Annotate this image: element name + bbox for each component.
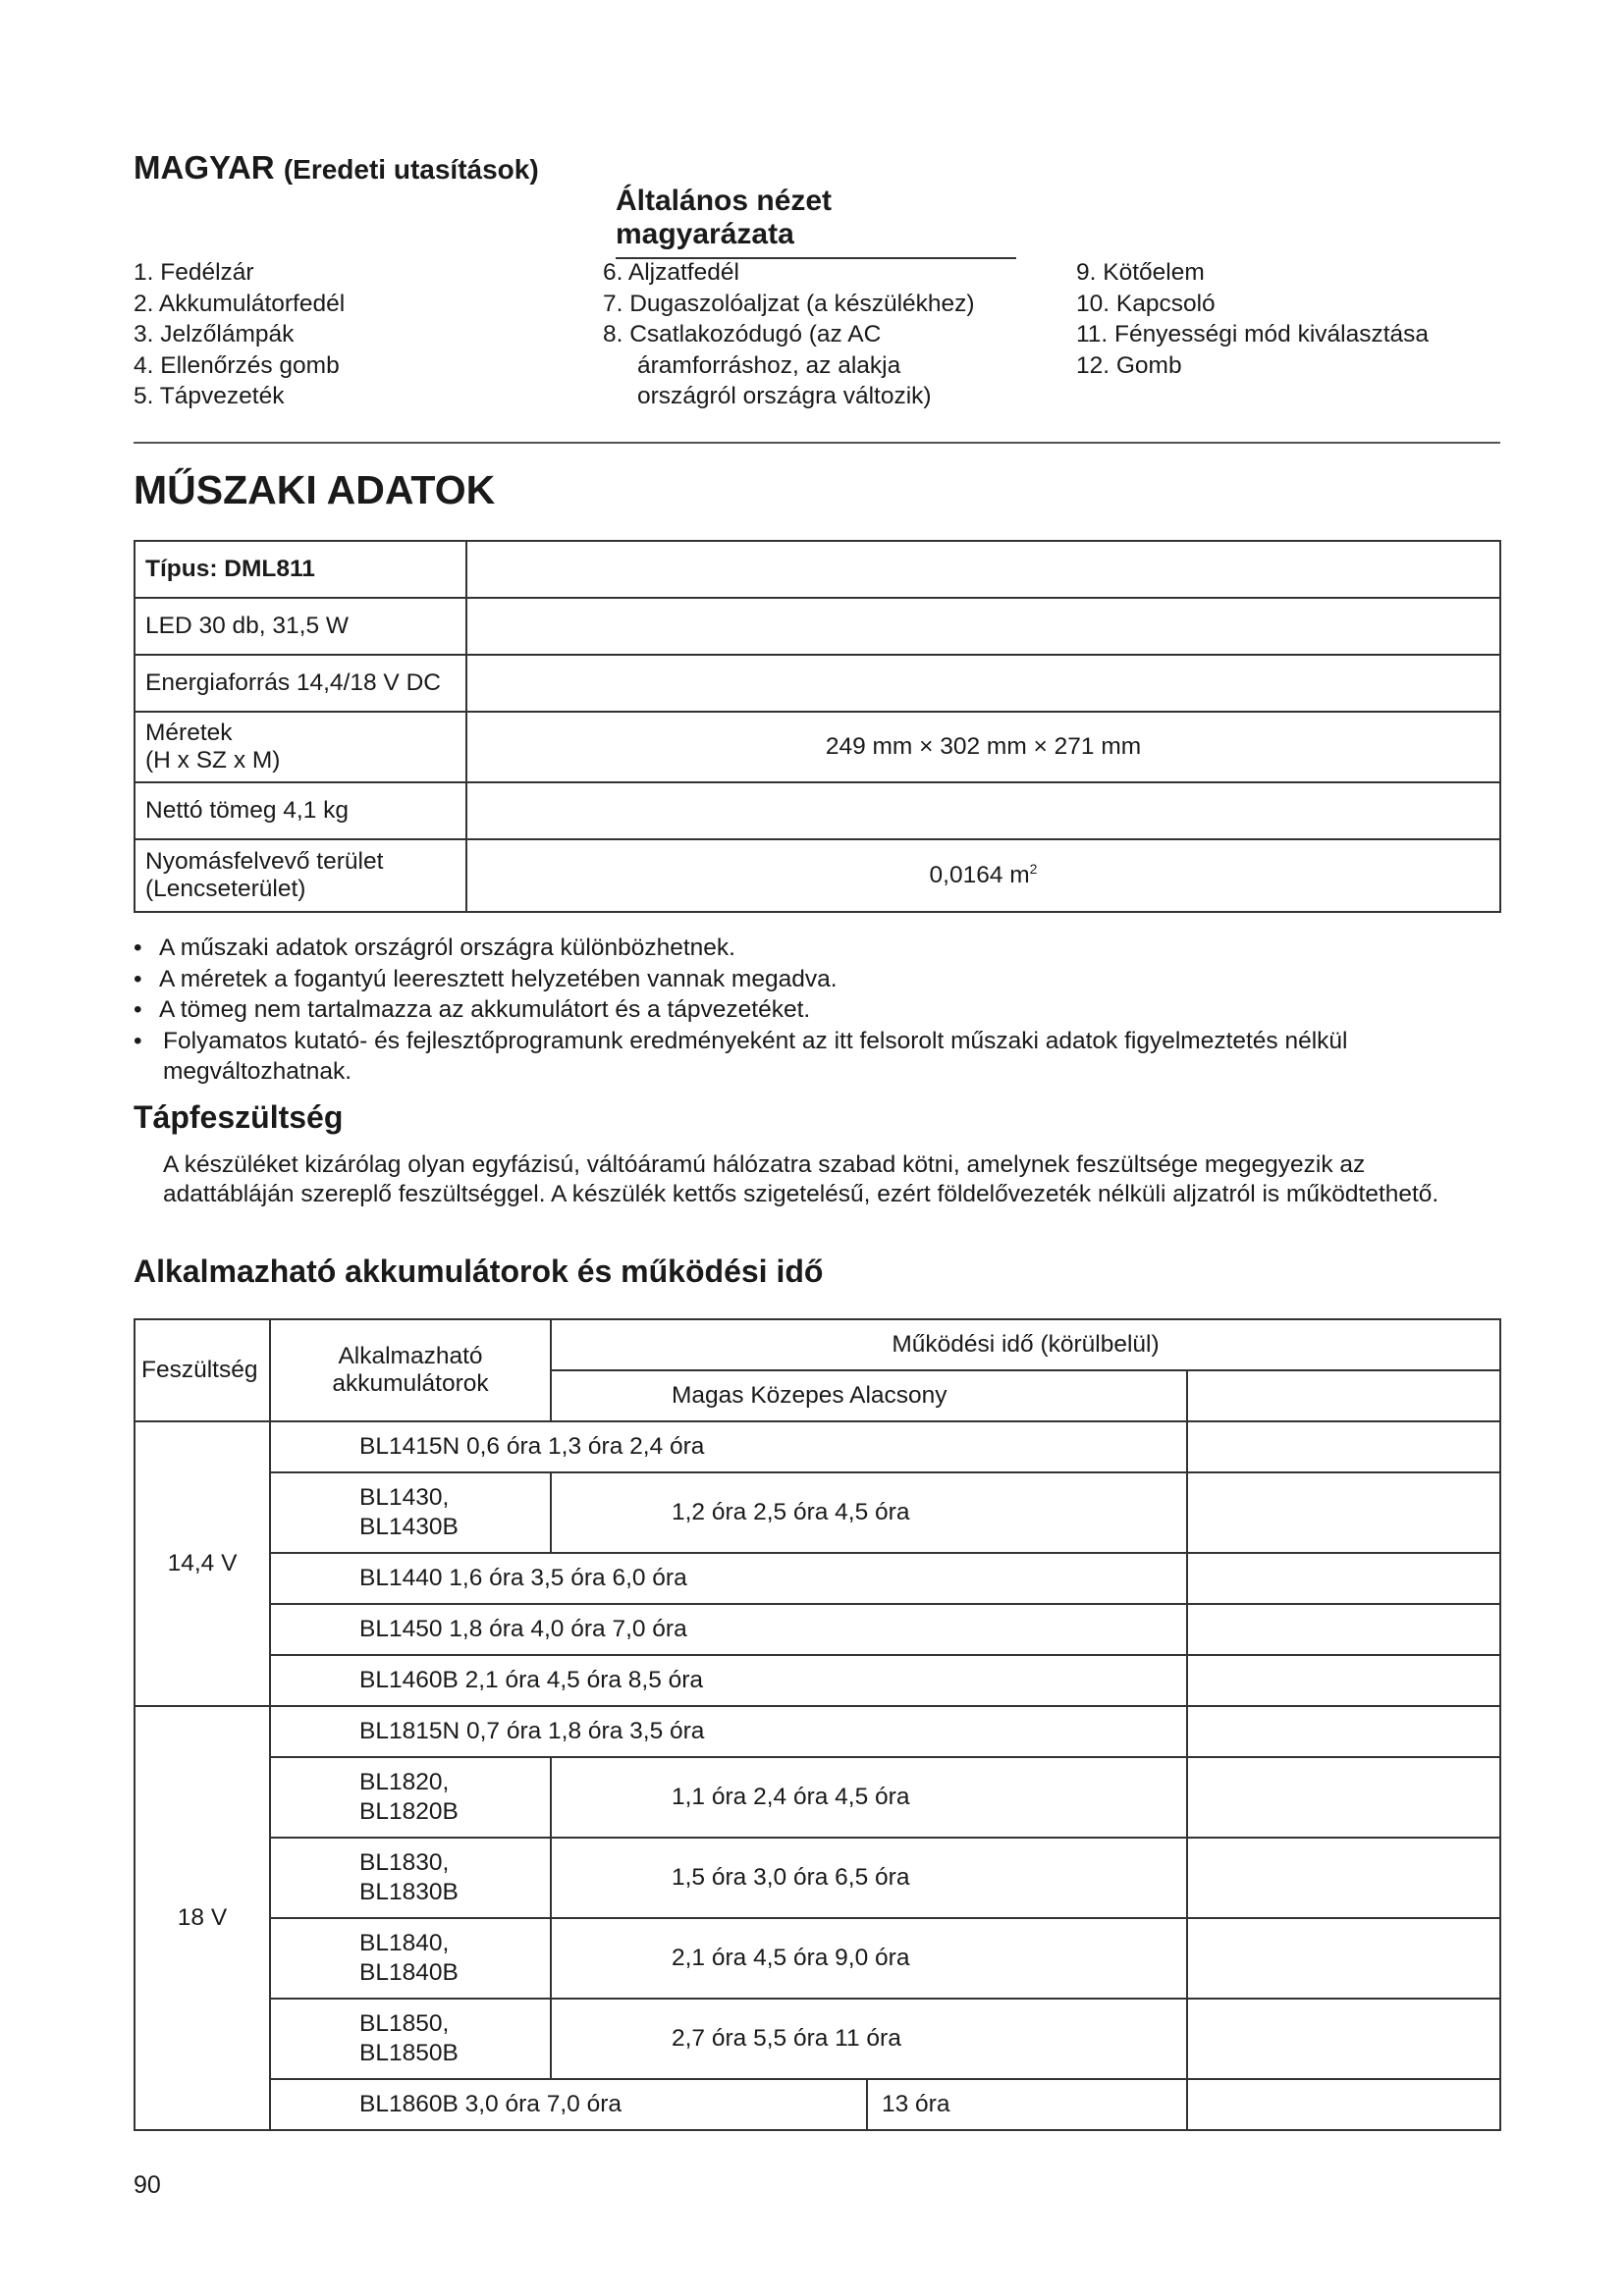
specs-value: [466, 541, 1500, 598]
battery-row: [135, 1421, 1500, 1472]
battery-model-cell: BL1815N 0,7 óra 1,8 óra 3,5 óra: [270, 1706, 1187, 1757]
battery-row: [135, 1655, 1500, 1706]
part-item: 5. Tápvezeték: [134, 383, 285, 409]
operating-times: 1,1 óra 2,4 óra 4,5 óra: [551, 1757, 1187, 1838]
battery-model: BL1840B: [359, 1959, 459, 1986]
batteries-header-line: Alkalmazható: [338, 1343, 483, 1369]
specs-value: [466, 655, 1500, 712]
voltage-cell: 14,4 V: [135, 1421, 270, 1706]
battery-model-cell: BL1440 1,6 óra 3,5 óra 6,0 óra: [270, 1553, 1187, 1604]
battery-model-cell: [270, 1999, 551, 2079]
battery-model: BL1850,: [359, 2010, 450, 2037]
part-item: 8. Csatlakozódugó (az AC: [603, 321, 882, 347]
section-divider: [134, 442, 1500, 444]
specs-label: Energiaforrás 14,4/18 V DC: [135, 655, 466, 712]
battery-row: [135, 1999, 1500, 2079]
voltage-header: Feszültség: [135, 1319, 270, 1421]
specs-label: [135, 712, 466, 782]
specs-label: Típus: DML811: [135, 541, 466, 598]
battery-row: [135, 1757, 1500, 1838]
empty-cell: [1187, 1655, 1500, 1706]
battery-row: [135, 1472, 1500, 1553]
operating-times: 2,7 óra 5,5 óra 11 óra: [551, 1999, 1187, 2079]
note-item: • A méretek a fogantyú leeresztett helyzetében vannak megadva.: [134, 964, 1500, 995]
empty-cell: [1187, 1604, 1500, 1655]
specs-label-line: (Lencseterület): [145, 876, 306, 902]
language-name: MAGYAR: [134, 149, 275, 186]
specs-row: [135, 839, 1500, 912]
empty-cell: [1187, 2079, 1500, 2130]
language-heading: [134, 149, 539, 187]
battery-row: [135, 1918, 1500, 1999]
battery-model-cell: BL1450 1,8 óra 4,0 óra 7,0 óra: [270, 1604, 1187, 1655]
batteries-header: [270, 1319, 551, 1421]
batteries-table: [134, 1318, 1501, 2131]
empty-cell: [1187, 1757, 1500, 1838]
empty-cell: [1187, 1838, 1500, 1918]
specs-label-line: Nyomásfelvevő terület: [145, 848, 384, 875]
parts-list-column-2: [603, 257, 975, 412]
batteries-header-line: akkumulátorok: [332, 1370, 489, 1397]
battery-model-cell: [270, 1918, 551, 1999]
part-item: 3. Jelzőlámpák: [134, 321, 295, 347]
empty-cell: [1187, 1472, 1500, 1553]
battery-model-cell: BL1460B 2,1 óra 4,5 óra 8,5 óra: [270, 1655, 1187, 1706]
batteries-title: Alkalmazható akkumulátorok és működési idő: [134, 1254, 824, 1289]
part-item: 4. Ellenőrzés gomb: [134, 351, 340, 379]
batteries-header-row: [135, 1319, 1500, 1370]
part-item: 6. Aljzatfedél: [603, 259, 739, 286]
operating-time-low: 13 óra: [867, 2079, 1187, 2130]
specs-label-line: Méretek: [145, 720, 233, 746]
battery-model: BL1820,: [359, 1769, 450, 1795]
specs-label: LED 30 db, 31,5 W: [135, 598, 466, 655]
battery-model: BL1840,: [359, 1930, 450, 1956]
note-item: • A tömeg nem tartalmazza az akkumulátort és a tápvezetéket.: [134, 994, 1500, 1026]
battery-row: [135, 1706, 1500, 1757]
specs-row: [135, 712, 1500, 782]
part-item: 11. Fényességi mód kiválasztása: [1076, 321, 1430, 347]
part-item: 9. Kötőelem: [1076, 259, 1205, 286]
part-item: 1. Fedélzár: [134, 259, 254, 286]
battery-model: BL1430,: [359, 1484, 450, 1511]
empty-cell: [1187, 1553, 1500, 1604]
language-subtitle: (Eredeti utasítások): [283, 154, 539, 185]
battery-model-cell: [270, 1757, 551, 1838]
voltage-cell: 18 V: [135, 1706, 270, 2130]
empty-cell: [1187, 1370, 1500, 1421]
empty-cell: [1187, 1918, 1500, 1999]
part-item: 10. Kapcsoló: [1076, 290, 1216, 317]
part-item-continuation: áramforráshoz, az alakja: [637, 351, 901, 379]
modes-header: Magas Közepes Alacsony: [551, 1370, 1187, 1421]
specs-value-superscript: 2: [1029, 861, 1038, 878]
note-item: • A műszaki adatok országról országra különbözhetnek.: [134, 933, 1500, 964]
battery-model-cell: [270, 1838, 551, 1918]
specs-value: 249 mm × 302 mm × 271 mm: [466, 712, 1500, 782]
spec-notes: [134, 933, 1500, 1088]
part-item: 12. Gomb: [1076, 351, 1182, 379]
specs-table: [134, 540, 1501, 913]
parts-list-column-3: [1076, 257, 1429, 381]
page-number: 90: [134, 2171, 161, 2199]
specs-value-text: 0,0164 m: [929, 862, 1030, 889]
general-view-title: Általános nézet magyarázata: [616, 185, 1016, 259]
battery-row: [135, 2079, 1500, 2130]
specs-row: [135, 782, 1500, 839]
specs-row: [135, 541, 1500, 598]
specs-value: [466, 598, 1500, 655]
battery-model: BL1430B: [359, 1514, 459, 1540]
specs-title: MŰSZAKI ADATOK: [134, 467, 496, 512]
battery-model: BL1850B: [359, 2040, 459, 2066]
specs-label: Nettó tömeg 4,1 kg: [135, 782, 466, 839]
note-item: • Folyamatos kutató- és fejlesztőprogramunk eredményeként az itt felsorolt műszaki adatok figyelmeztetés nélkül megváltozhatnak.: [134, 1026, 1500, 1088]
battery-model-cell: BL1860B 3,0 óra 7,0 óra: [270, 2079, 867, 2130]
battery-row: [135, 1553, 1500, 1604]
battery-model: BL1820B: [359, 1798, 459, 1825]
battery-model-cell: BL1415N 0,6 óra 1,3 óra 2,4 óra: [270, 1421, 1187, 1472]
specs-row: [135, 655, 1500, 712]
power-supply-text: A készüléket kizárólag olyan egyfázisú, váltóáramú hálózatra szabad kötni, amelynek feszültsége megegyezik az adattábláján szereplő feszültséggel. A készülék kettős szigetelésű, ezért földelővezeték nélküli aljzatról is működtethető.: [163, 1151, 1439, 1207]
operating-times: 1,2 óra 2,5 óra 4,5 óra: [551, 1472, 1187, 1553]
battery-model: BL1830B: [359, 1879, 459, 1905]
empty-cell: [1187, 1999, 1500, 2079]
part-item-continuation: országról országra változik): [637, 383, 932, 409]
empty-cell: [1187, 1706, 1500, 1757]
specs-value: [466, 839, 1500, 912]
power-supply-title: Tápfeszültség: [134, 1099, 344, 1135]
battery-model-cell: [270, 1472, 551, 1553]
battery-model: BL1830,: [359, 1849, 450, 1876]
specs-row: [135, 598, 1500, 655]
operating-times: 1,5 óra 3,0 óra 6,5 óra: [551, 1838, 1187, 1918]
specs-label-line: (H x SZ x M): [145, 747, 281, 774]
part-item: 2. Akkumulátorfedél: [134, 290, 346, 317]
operating-times: 2,1 óra 4,5 óra 9,0 óra: [551, 1918, 1187, 1999]
battery-row: [135, 1838, 1500, 1918]
specs-label: [135, 839, 466, 912]
battery-row: [135, 1604, 1500, 1655]
parts-list-column-1: [134, 257, 345, 412]
operating-time-header: Működési idő (körülbelül): [551, 1319, 1500, 1370]
part-item: 7. Dugaszolóaljzat (a készülékhez): [603, 290, 975, 317]
empty-cell: [1187, 1421, 1500, 1472]
specs-value: [466, 782, 1500, 839]
